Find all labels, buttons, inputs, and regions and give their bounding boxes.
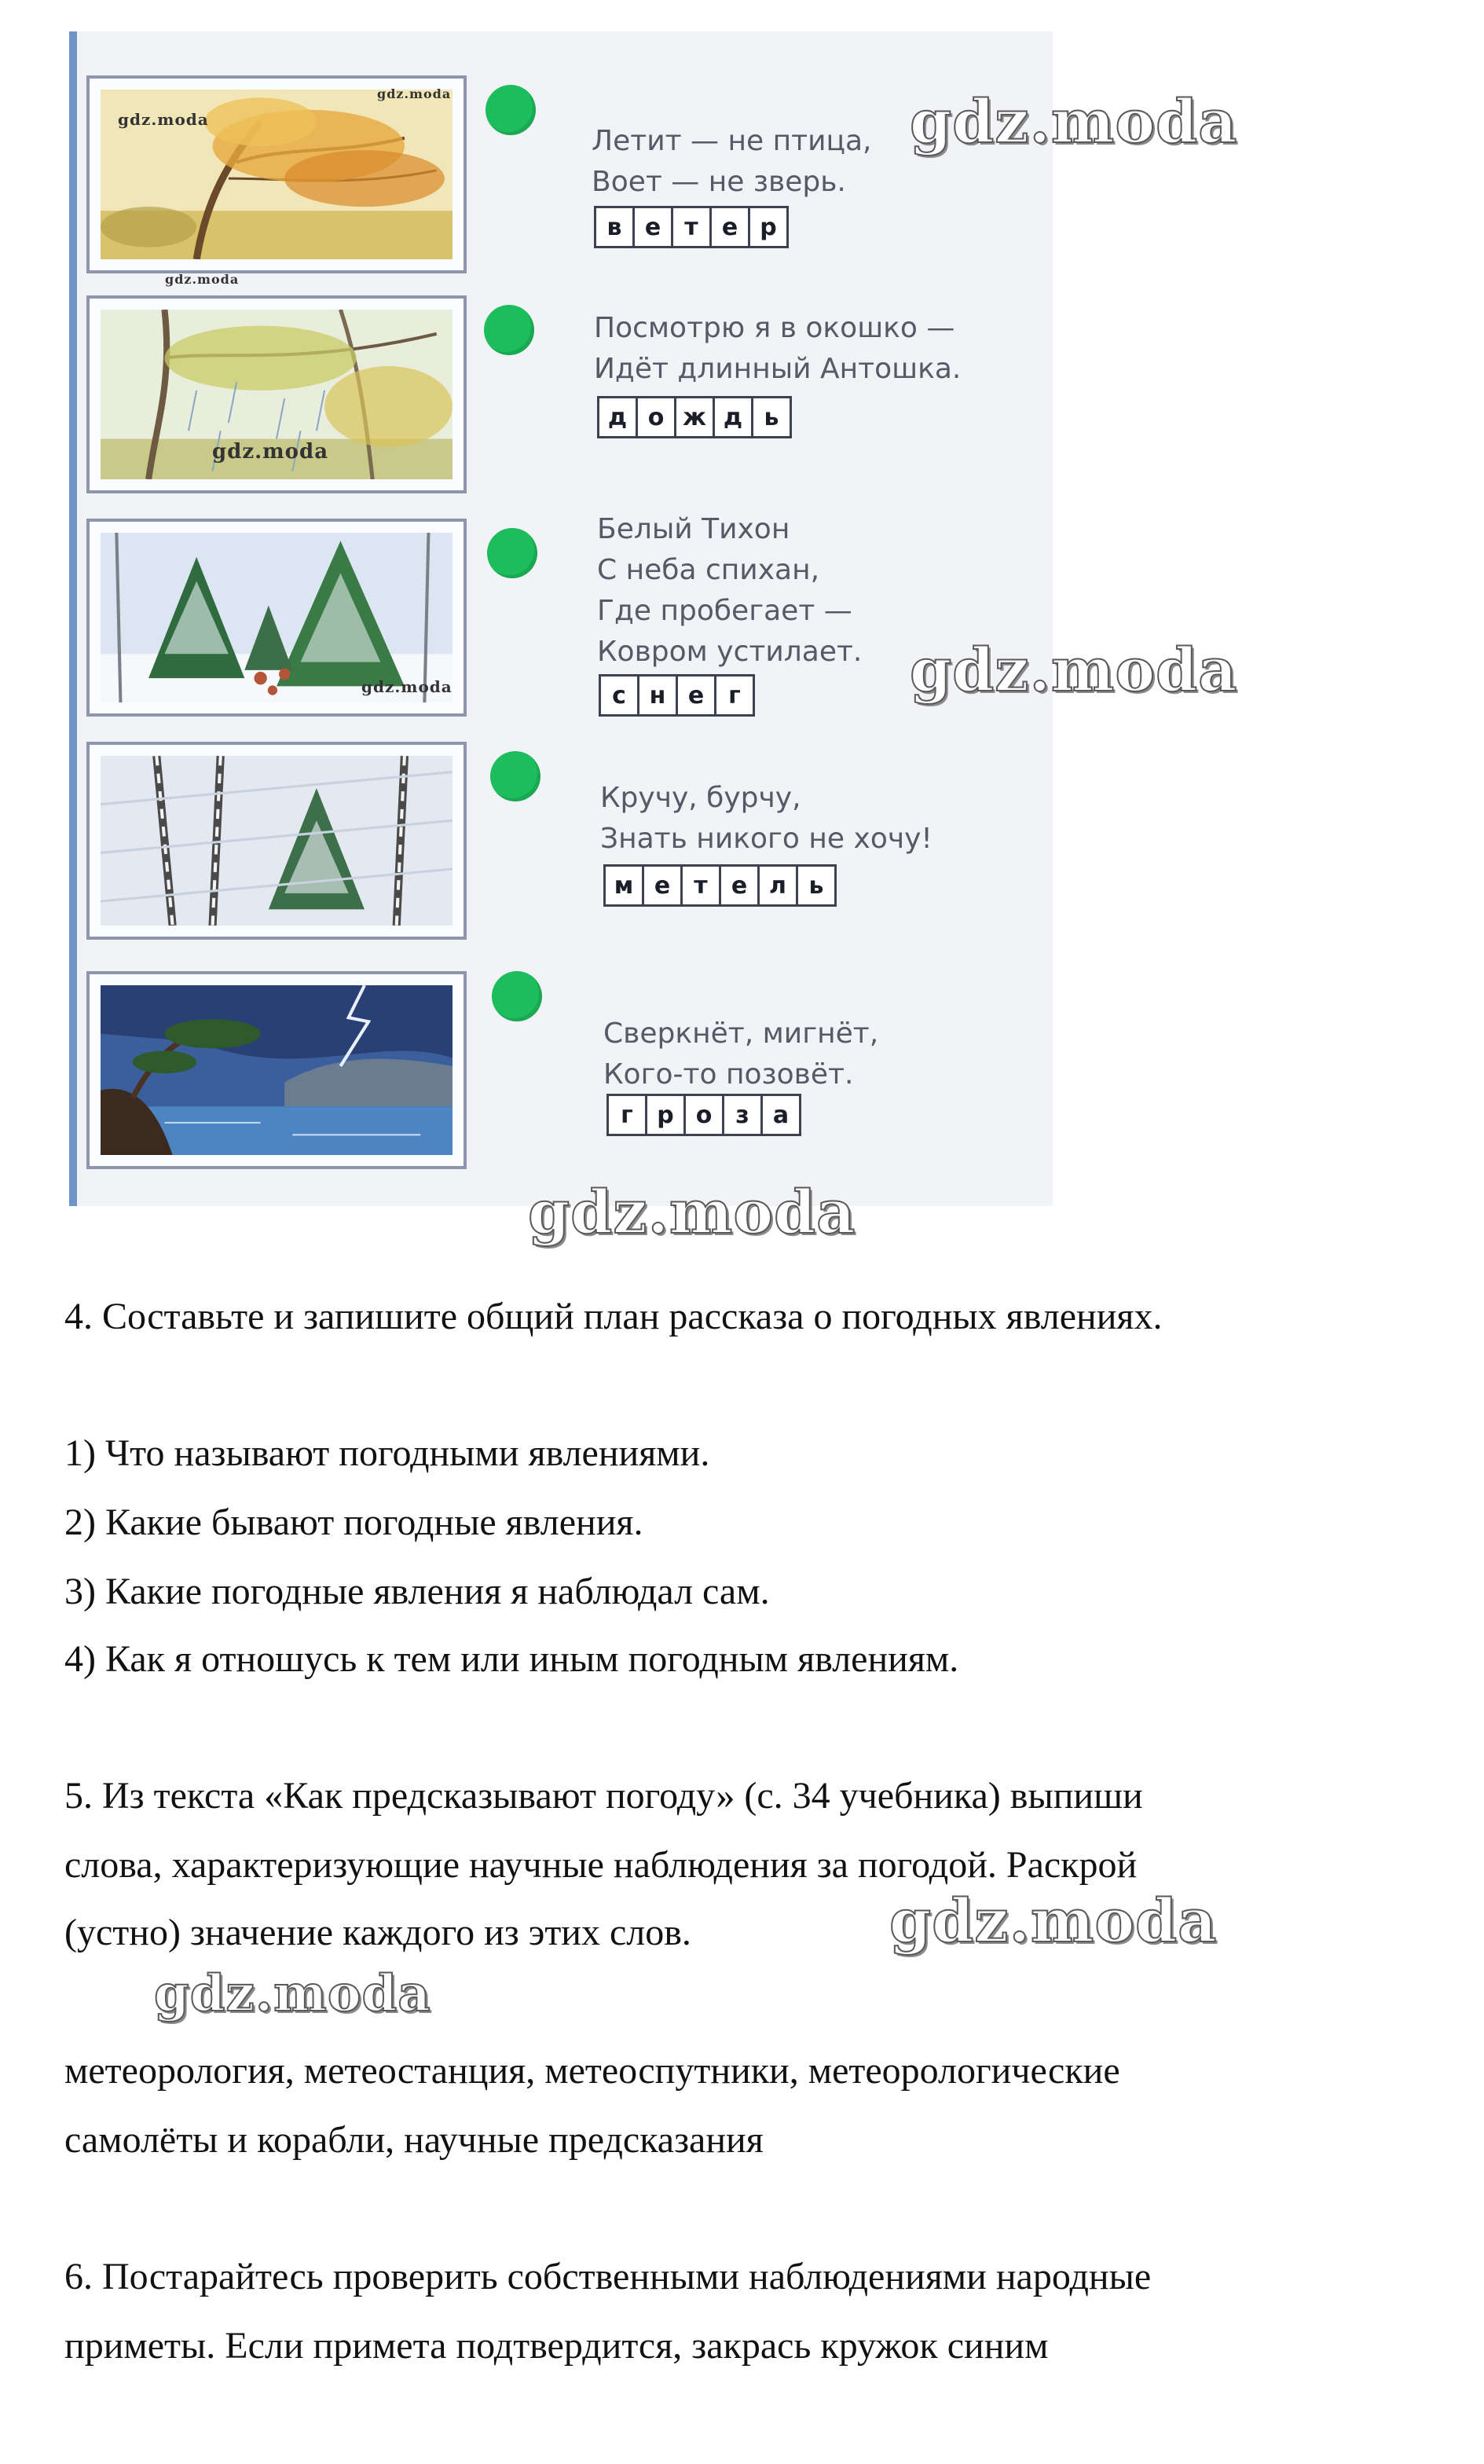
circle-marker[interactable] (487, 528, 537, 578)
watermark: gdz.moda (528, 1177, 856, 1247)
answer-letter: ь (751, 396, 792, 438)
answer-letter: е (642, 864, 683, 907)
answer-letter: в (594, 206, 635, 248)
circle-marker[interactable] (492, 971, 542, 1021)
blizzard-forest-picture (101, 756, 453, 926)
answer-letter: д (597, 396, 638, 438)
answer-letter: а (760, 1094, 801, 1136)
riddle-text: Кручу, бурчу, Знать никого не хочу! (600, 782, 933, 855)
answer-cells (597, 396, 790, 438)
watermark: gdz.moda (889, 1886, 1218, 1956)
task-5-line: 5. Из текста «Как предсказывают погоду» (с. 34 учебника) выпиши (64, 1775, 1143, 1817)
plan-item: 1) Что называют погодными явлениями. (64, 1432, 710, 1474)
answer-letter: г (714, 674, 755, 717)
watermark: gdz.moda (118, 110, 209, 129)
task-5-line: слова, характеризующие научные наблюдения за погодой. Раскрой (64, 1844, 1138, 1886)
answer-letter: ь (796, 864, 837, 907)
riddle-picture-frame (86, 742, 467, 940)
answer-cells (603, 864, 834, 907)
watermark: gdz.moda (377, 86, 452, 101)
answer-letter: е (719, 864, 760, 907)
answer-letter: о (683, 1094, 724, 1136)
circle-marker[interactable] (484, 305, 534, 355)
answer-letter: д (713, 396, 753, 438)
riddle-text: Сверкнёт, мигнёт, Кого-то позовёт. (603, 1018, 879, 1091)
riddle-picture-frame (86, 295, 467, 493)
answer-letter: з (722, 1094, 763, 1136)
answer-letter: о (636, 396, 676, 438)
watermark: gdz.moda (910, 635, 1238, 705)
watermark: gdz.moda (154, 1964, 431, 2023)
answer-letter: л (757, 864, 798, 907)
watermark: gdz.moda (165, 272, 240, 287)
riddle-picture-frame (86, 971, 467, 1169)
riddle-text: Посмотрю я в окошко — Идёт длинный Антошка. (594, 312, 962, 385)
task-6-line: 6. Постарайтесь проверить собственными наблюдениями народные (64, 2256, 1152, 2297)
answer-cells (594, 206, 786, 248)
task-5-line: (устно) значение каждого из этих слов. (64, 1912, 691, 1953)
plan-item: 3) Какие погодные явления я наблюдал сам. (64, 1571, 770, 1612)
answer-letter: ж (674, 396, 715, 438)
task-6-line: приметы. Если примета подтвердится, закрась кружок синим (64, 2325, 1049, 2367)
answer-cells (606, 1094, 799, 1136)
answer-letter: р (748, 206, 789, 248)
answer-cells (599, 674, 753, 717)
riddle-text: Белый Тихон С неба спихан, Где пробегает — Ковром устилает. (597, 513, 863, 668)
answer-letter: м (603, 864, 644, 907)
task-4-heading: 4. Составьте и запишите общий план рассказа о погодных явлениях. (64, 1296, 1163, 1337)
answer-letter: е (632, 206, 673, 248)
answer-letter: г (606, 1094, 647, 1136)
thunderstorm-picture (101, 985, 453, 1155)
answer-letter: е (709, 206, 750, 248)
answer-letter: т (680, 864, 721, 907)
riddle-picture-frame (86, 75, 467, 273)
answer-letter: е (676, 674, 716, 717)
plan-item: 2) Какие бывают погодные явления. (64, 1502, 643, 1543)
watermark: gdz.moda (910, 86, 1238, 156)
watermark: gdz.moda (212, 440, 329, 464)
plan-item: 4) Как я отношусь к тем или иным погодным явлениям. (64, 1638, 959, 1680)
circle-marker[interactable] (490, 751, 540, 801)
circle-marker[interactable] (486, 85, 536, 135)
watermark: gdz.moda (361, 677, 453, 696)
answer-letter: т (671, 206, 712, 248)
answer-letter: н (637, 674, 678, 717)
task-5-answer-line: метеорология, метеостанция, метеоспутники, метеорологические (64, 2050, 1120, 2092)
answer-letter: с (599, 674, 639, 717)
task-5-answer-line: самолёты и корабли, научные предсказания (64, 2119, 764, 2161)
workbook-scan (69, 31, 1053, 1206)
answer-letter: р (645, 1094, 686, 1136)
riddle-text: Летит — не птица, Воет — не зверь. (592, 125, 872, 198)
